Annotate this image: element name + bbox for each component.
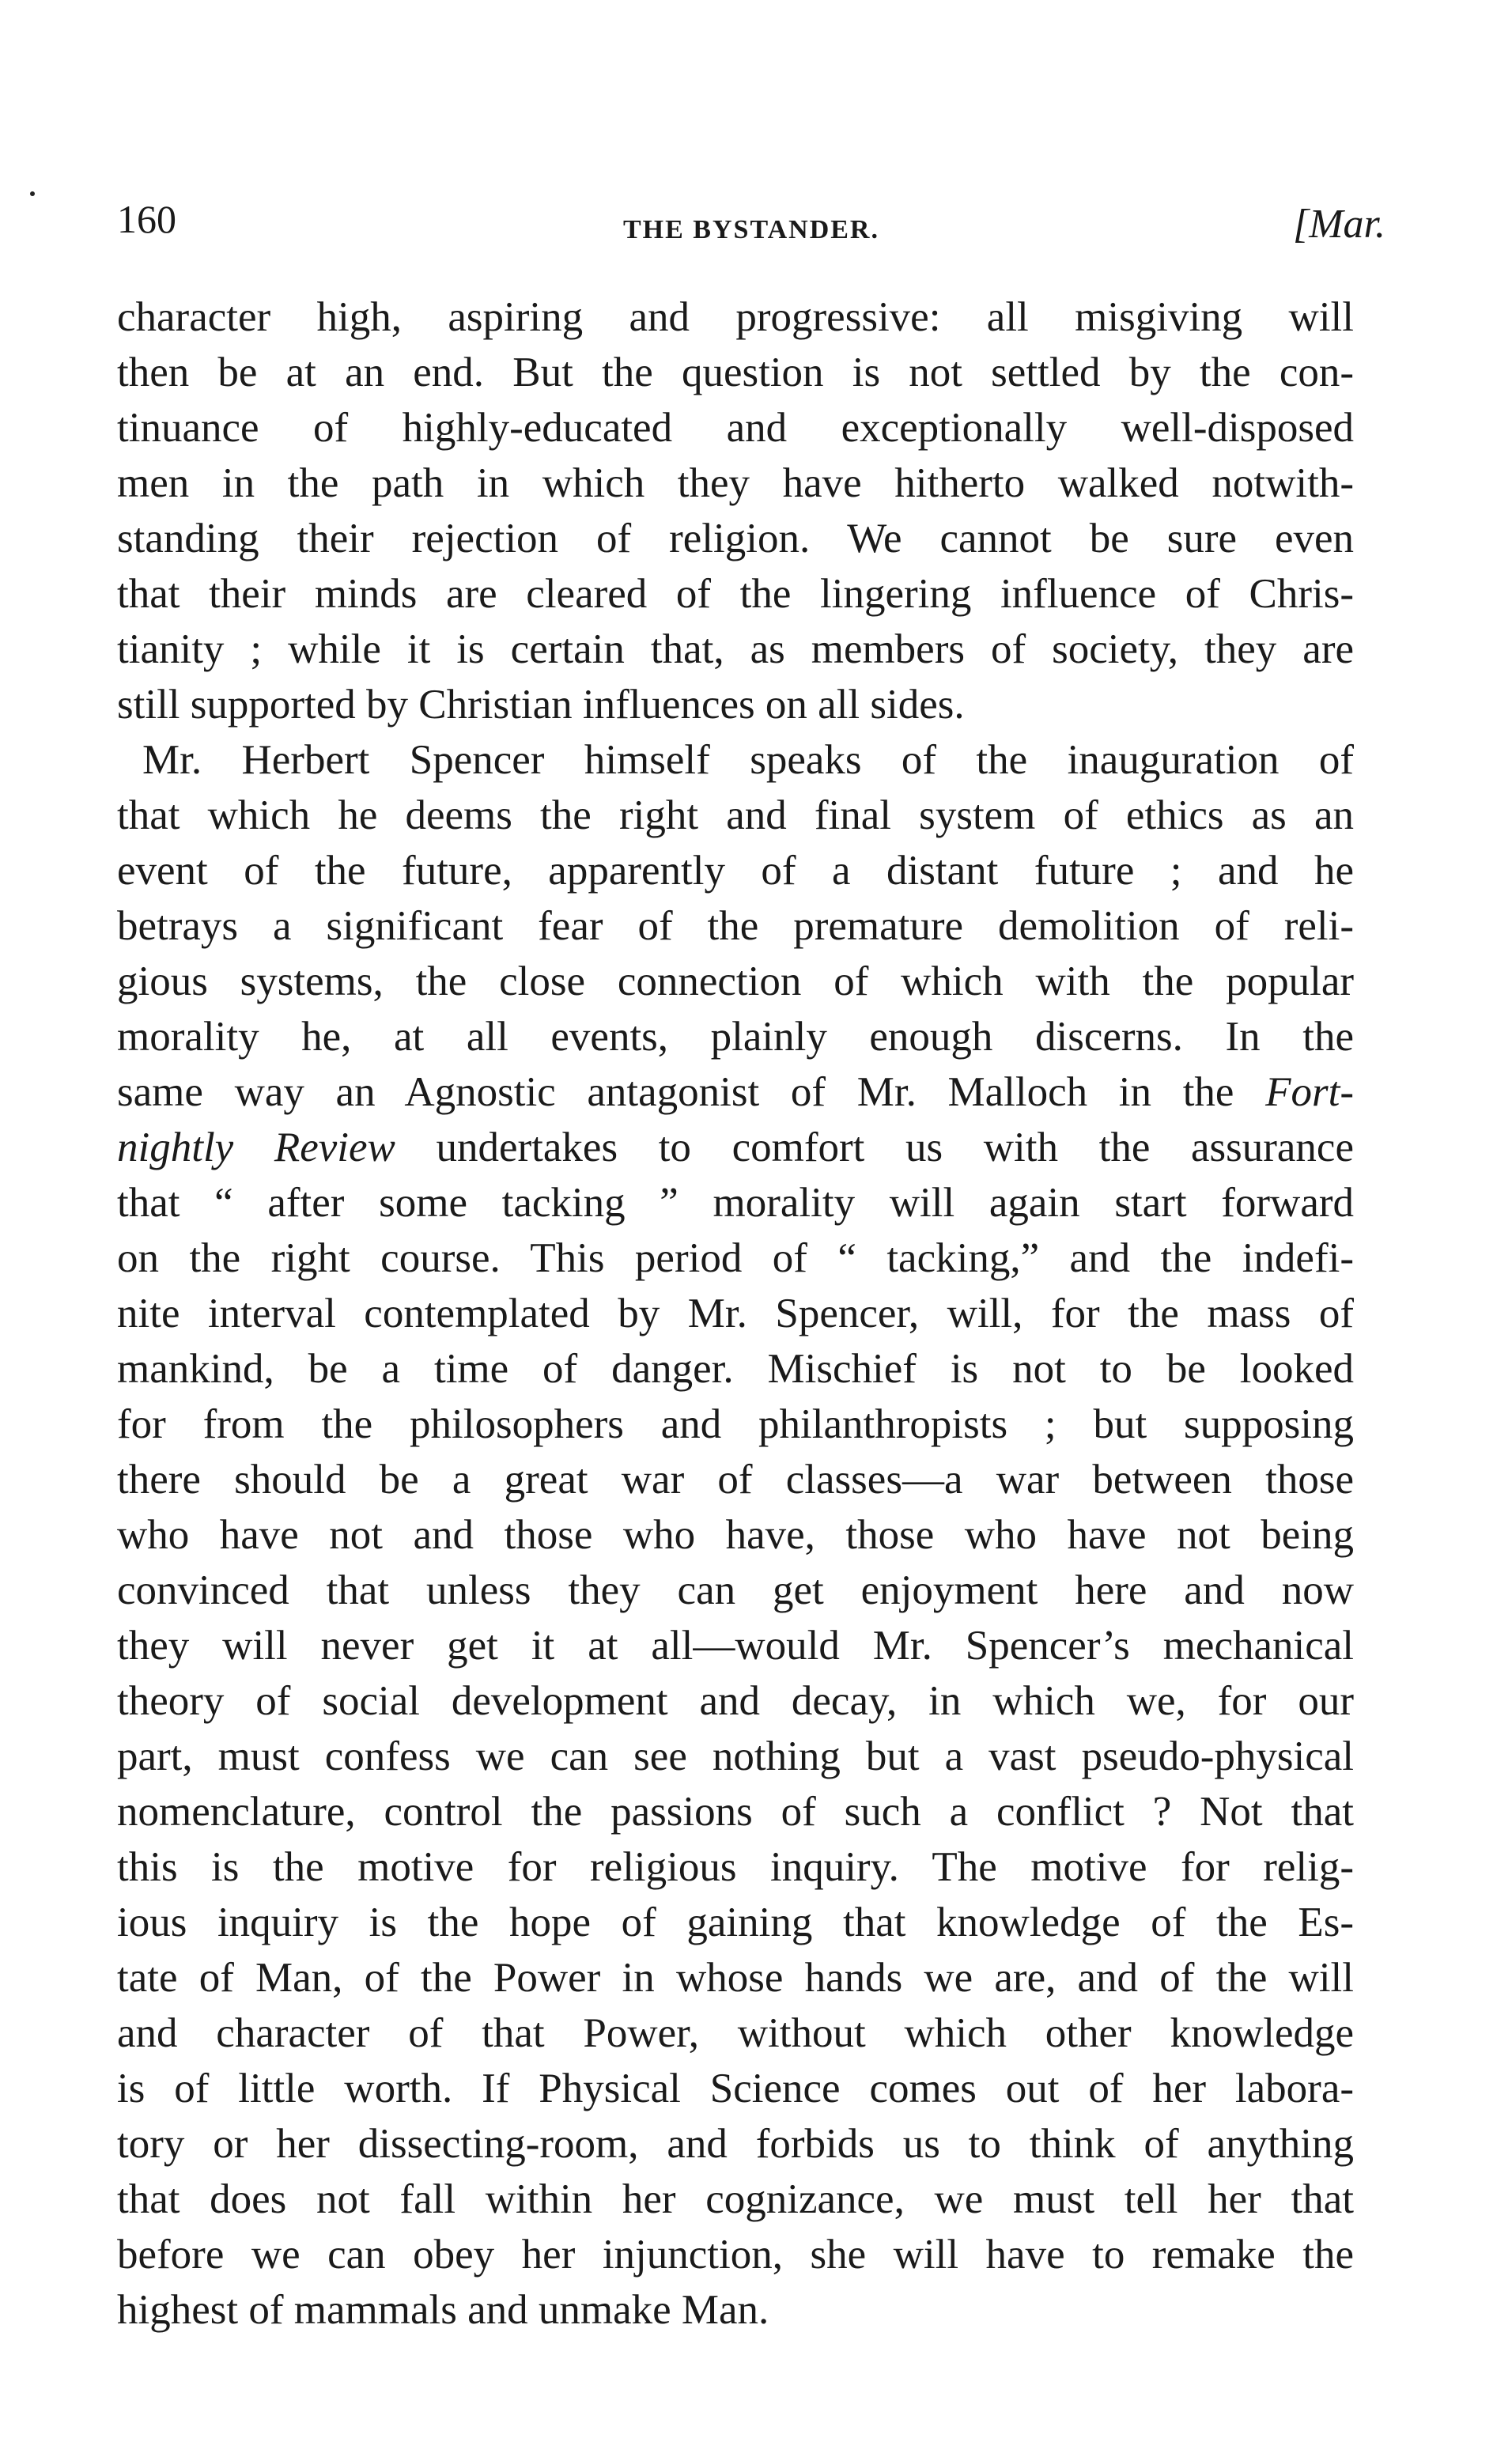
text-line: event of the future, apparently of a distant future ; and he (117, 848, 1354, 894)
text-line: there should be a great war of classes—a war between those (117, 1457, 1354, 1503)
text-line: tianity ; while it is certain that, as members of society, they are (117, 626, 1354, 672)
text-line: on the right course. This period of “ tacking,” and the indefi- (117, 1235, 1354, 1281)
text-line: nite interval contemplated by Mr. Spencer, will, for the mass of (117, 1291, 1354, 1336)
text-line: ious inquiry is the hope of gaining that knowledge of the Es- (117, 1900, 1354, 1945)
page-header (117, 199, 1385, 263)
text-line: that does not fall within her cognizance, we must tell her that (117, 2176, 1354, 2222)
text-line: Mr. Herbert Spencer himself speaks of the inauguration of (142, 737, 1354, 783)
text-line: character high, aspiring and progressive: all misgiving will (117, 294, 1354, 340)
text-line: who have not and those who have, those who have not being (117, 1512, 1354, 1558)
text-line: that “ after some tacking ” morality will again start forward (117, 1180, 1354, 1226)
text-line: then be at an end. But the question is not settled by the con- (117, 350, 1354, 395)
running-head: THE BYSTANDER. (623, 215, 879, 244)
text-line: this is the motive for religious inquiry. The motive for relig- (117, 1844, 1354, 1890)
text-line: men in the path in which they have hitherto walked notwith- (117, 460, 1354, 506)
body-text (117, 289, 1354, 2338)
text-line: that their minds are cleared of the lingering influence of Chris- (117, 571, 1354, 617)
text-line: tate of Man, of the Power in whose hands we are, and of the will (117, 1955, 1354, 2001)
text-line: they will never get it at all—would Mr. Spencer’s mechanical (117, 1623, 1354, 1669)
text-segment: same way an Agnostic antagonist of Mr. Malloch in the (117, 1069, 1266, 1115)
text-line: tinuance of highly-educated and exceptionally well-disposed (117, 405, 1354, 451)
text-line: is of little worth. If Physical Science comes out of her labora- (117, 2066, 1354, 2111)
text-line: standing their rejection of religion. We cannot be sure even (117, 516, 1354, 561)
text-line: convinced that unless they can get enjoyment here and now (117, 1567, 1354, 1613)
text-line: betrays a significant fear of the premature demolition of reli- (117, 903, 1354, 949)
text-line: mankind, be a time of danger. Mischief is not to be looked (117, 1346, 1354, 1392)
text-line: part, must confess we can see nothing but a vast pseudo-physical (117, 1733, 1354, 1779)
text-line: before we can obey her injunction, she will have to remake the (117, 2232, 1354, 2278)
section-mark: [Mar. (1292, 202, 1385, 247)
text-line: for from the philosophers and philanthropists ; but supposing (117, 1401, 1354, 1447)
text-line: nomenclature, control the passions of such a conflict ? Not that (117, 1789, 1354, 1835)
text-line-with-italic (117, 1064, 1354, 1120)
text-line: highest of mammals and unmake Man. (117, 2287, 769, 2333)
text-line: morality he, at all events, plainly enough discerns. In the (117, 1014, 1354, 1060)
italic-title-fragment: Fort- (1265, 1069, 1354, 1115)
page-number: 160 (117, 197, 176, 241)
text-line: theory of social development and decay, in which we, for our (117, 1678, 1354, 1724)
text-line: that which he deems the right and final system of ethics as an (117, 792, 1354, 838)
italic-title-fragment: nightly Review (117, 1125, 395, 1170)
text-segment: undertakes to comfort us with the assurance (395, 1125, 1354, 1170)
text-line: tory or her dissecting-room, and forbids us to think of anything (117, 2121, 1354, 2167)
text-line-with-italic (117, 1120, 1354, 1175)
text-line: and character of that Power, without which other knowledge (117, 2010, 1354, 2056)
text-line: still supported by Christian influences on all sides. (117, 682, 965, 728)
ink-speck (30, 191, 35, 196)
text-line: gious systems, the close connection of which with the popular (117, 958, 1354, 1004)
